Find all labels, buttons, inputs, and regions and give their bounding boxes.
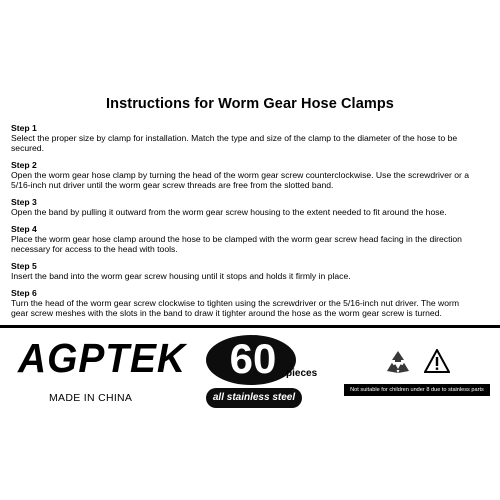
- step-text: Insert the band into the worm gear screw housing until it stops and holds it firmly in place.: [11, 271, 351, 281]
- piece-count: 60: [229, 335, 277, 382]
- recycle-icon: [384, 349, 412, 377]
- step-6: [11, 288, 497, 318]
- instruction-steps: [11, 123, 497, 325]
- step-label: Step 6: [11, 288, 37, 298]
- warning-triangle-icon: [424, 349, 450, 373]
- step-label: Step 4: [11, 224, 37, 234]
- step-label: Step 5: [11, 261, 37, 271]
- step-text: Turn the head of the worm gear screw clockwise to tighten using the screwdriver or the 5/16-inch nut driver. The worm gear screw meshes with the slots in the band to draw it tighter around the hose as the worm gear screw is turned.: [11, 298, 460, 318]
- material-badge: all stainless steel: [206, 388, 302, 408]
- step-text: Select the proper size by clamp for installation. Match the type and size of the clamp to the diameter of the hose to be secured.: [11, 133, 458, 153]
- step-2: [11, 160, 497, 190]
- section-divider: [0, 325, 500, 328]
- step-3: [11, 197, 497, 217]
- step-label: Step 1: [11, 123, 37, 133]
- piece-unit: pieces: [286, 368, 318, 379]
- step-4: [11, 224, 497, 254]
- step-label: Step 2: [11, 160, 37, 170]
- origin-label: MADE IN CHINA: [49, 392, 133, 404]
- brand-logo: AGPTEK: [18, 335, 187, 381]
- child-safety-warning: Not suitable for children under 8 due to stainless parts: [344, 384, 490, 396]
- step-label: Step 3: [11, 197, 37, 207]
- step-1: [11, 123, 497, 153]
- step-text: Place the worm gear hose clamp around the hose to be clamped with the worm gear screw head facing in the direction necessary for access to the head with tools.: [11, 234, 462, 254]
- step-text: Open the band by pulling it outward from the worm gear screw housing to the extent needed to fit around the hose.: [11, 207, 447, 217]
- step-text: Open the worm gear hose clamp by turning the head of the worm gear screw counterclockwise. Use the screwdriver or a 5/16-inch nut driver until the worm gear screw threads are free from the slotted band.: [11, 170, 470, 190]
- page-title: Instructions for Worm Gear Hose Clamps: [106, 96, 394, 112]
- step-5: [11, 261, 497, 281]
